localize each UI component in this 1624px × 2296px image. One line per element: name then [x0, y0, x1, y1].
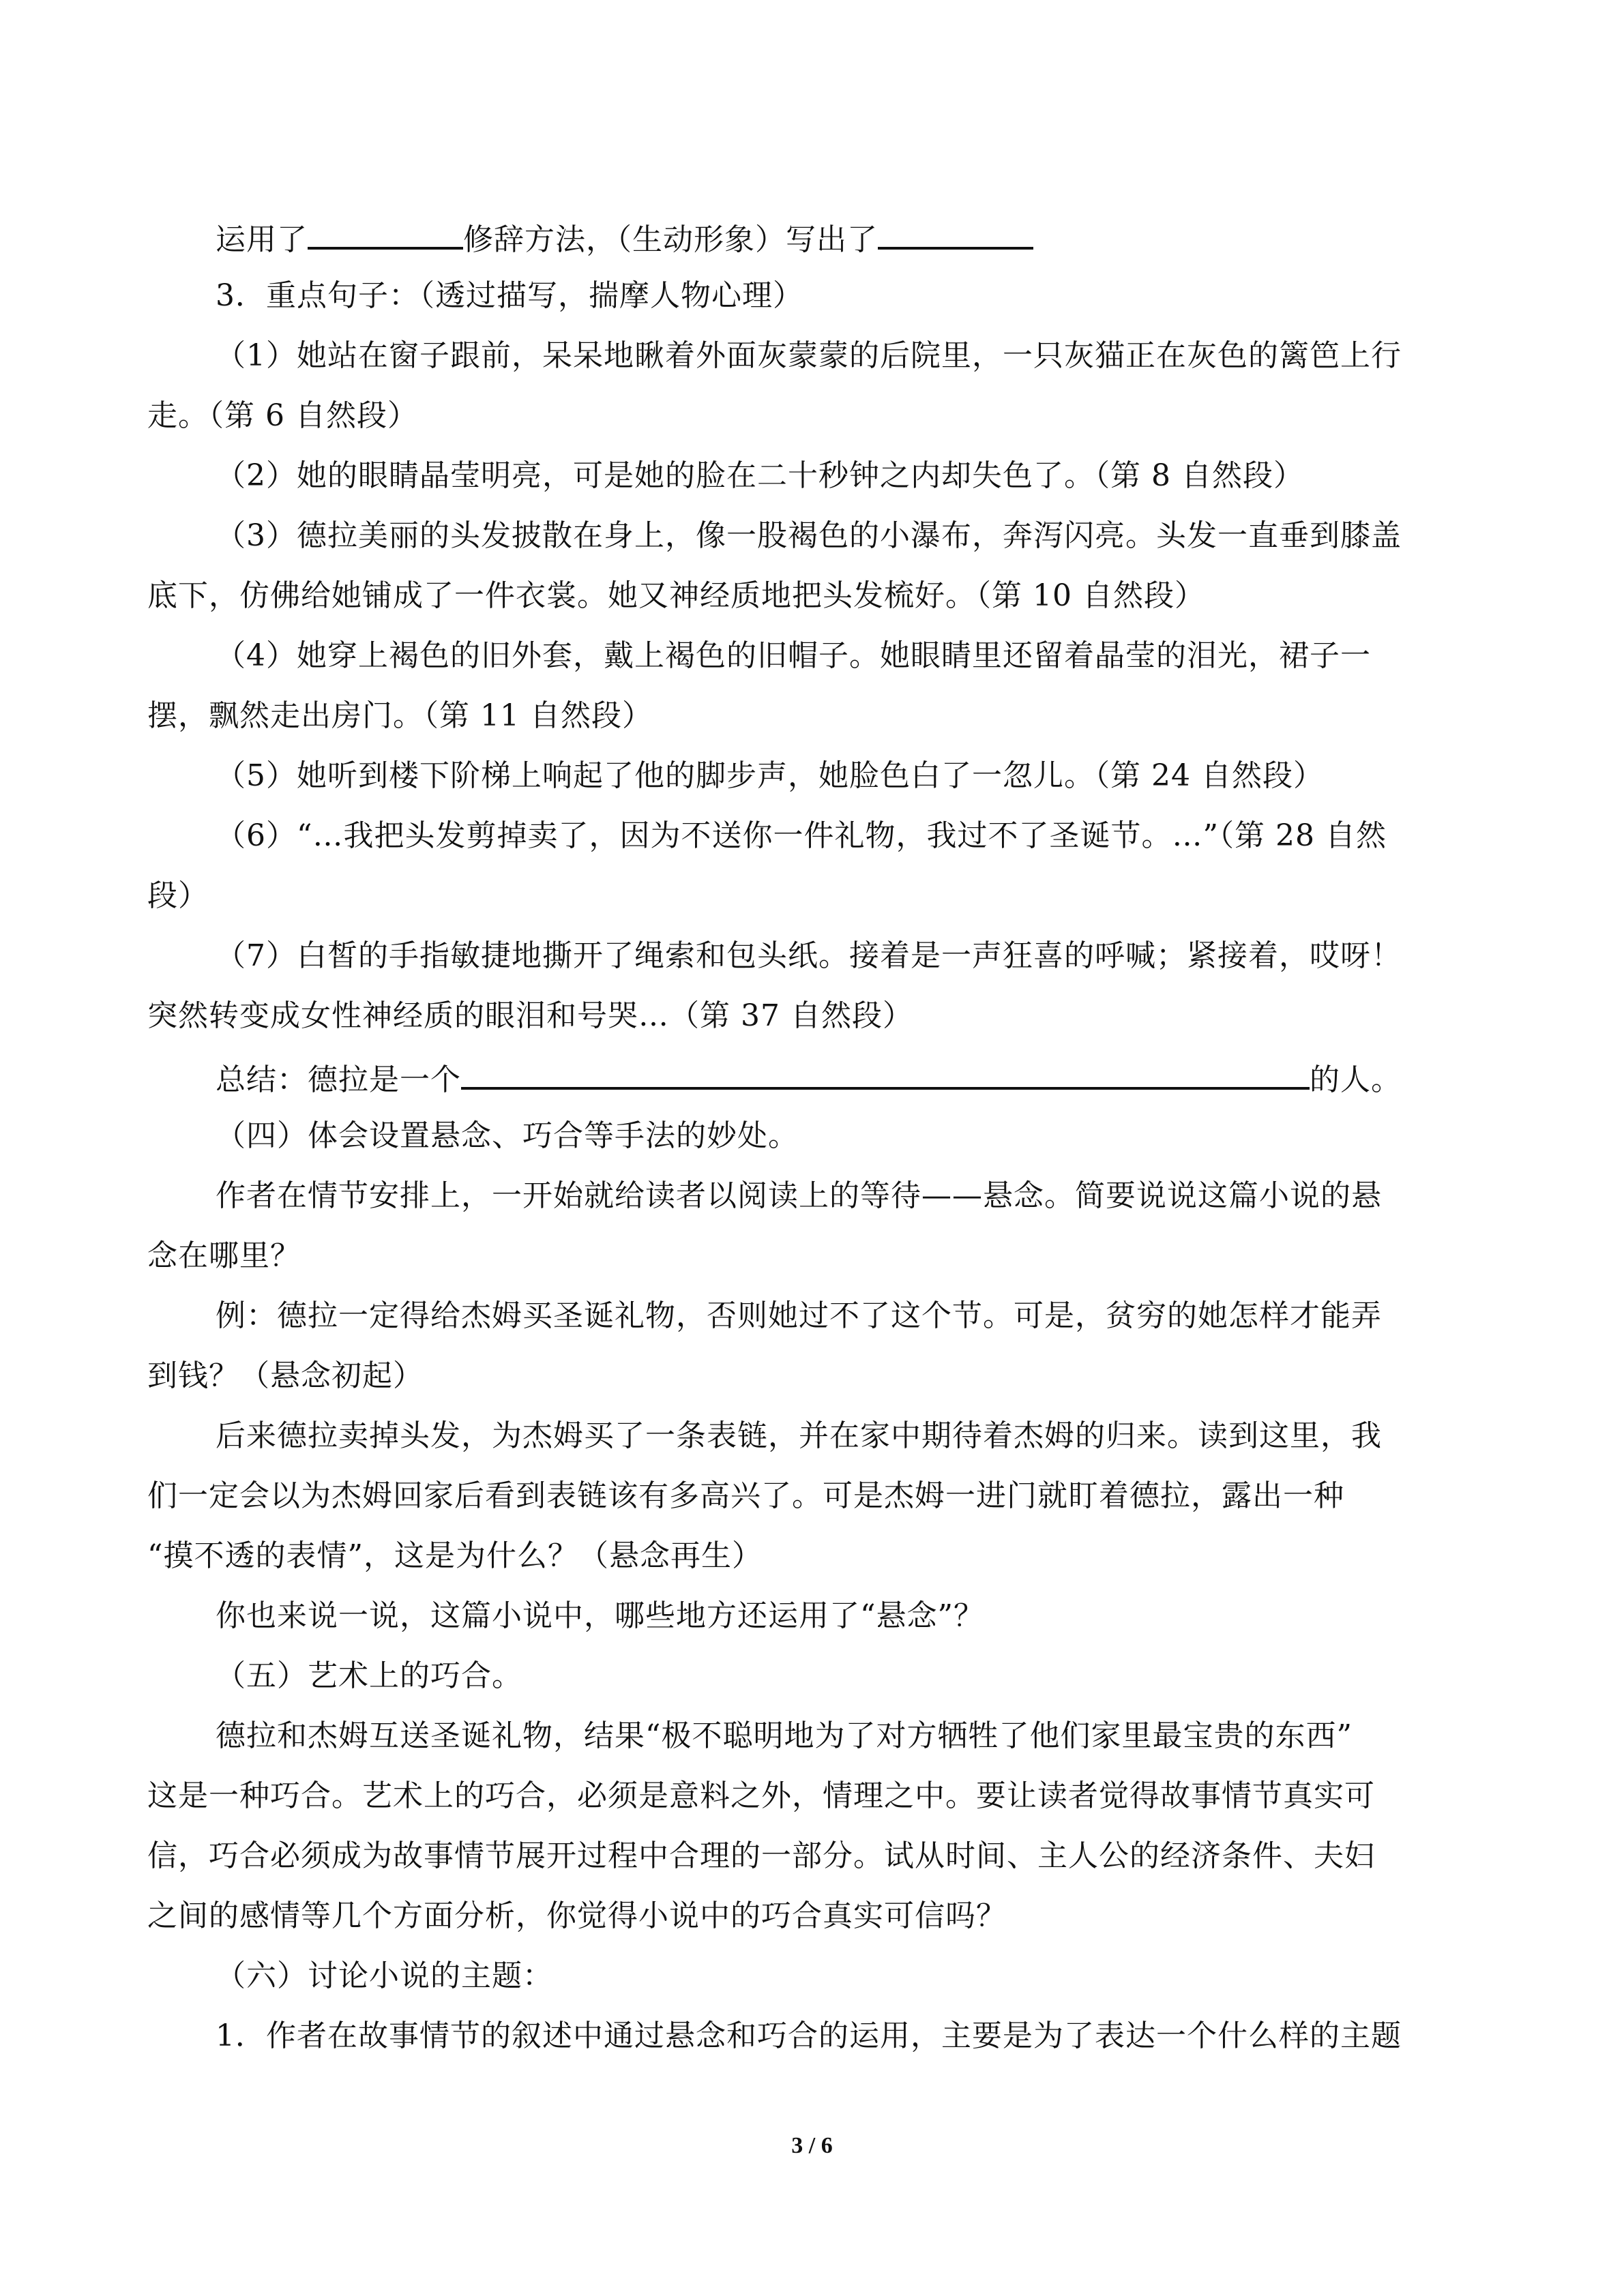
text-line: 后来德拉卖掉头发，为杰姆买了一条表链，并在家中期待着杰姆的归来。读到这里，我: [216, 1418, 1382, 1453]
text-line: 段）: [147, 878, 209, 913]
section-heading: （六）讨论小说的主题：: [216, 1958, 553, 1993]
text-line: “摸不透的表情”，这是为什么？（悬念再生）: [147, 1538, 763, 1573]
text-line: [216, 217, 1033, 259]
fill-in-blank: [461, 1057, 1310, 1090]
text-line: 这是一种巧合。艺术上的巧合，必须是意料之外，情理之中。要让读者觉得故事情节真实可: [147, 1778, 1375, 1813]
key-sentence: （4）她穿上褐色的旧外套，戴上褐色的旧帽子。她眼睛里还留着晶莹的泪光，裙子一: [216, 638, 1371, 673]
fill-in-blank: [308, 217, 463, 250]
text-segment: 运用了: [216, 222, 308, 257]
text-line: 突然转变成女性神经质的眼泪和号哭…（第 37 自然段）: [147, 998, 913, 1033]
text-line: 你也来说一说，这篇小说中，哪些地方还运用了“悬念”？: [216, 1598, 984, 1633]
text-line: 信，巧合必须成为故事情节展开过程中合理的一部分。试从时间、主人公的经济条件、夫妇: [147, 1838, 1375, 1873]
text-line: 念在哪里？: [147, 1238, 301, 1273]
text-line: 之间的感情等几个方面分析，你觉得小说中的巧合真实可信吗？: [147, 1898, 1007, 1933]
section-heading: 3．重点句子：（透过描写，揣摩人物心理）: [216, 278, 803, 313]
text-line: 作者在情节安排上，一开始就给读者以阅读上的等待——悬念。简要说说这篇小说的悬: [216, 1178, 1382, 1213]
text-line: 到钱？（悬念初起）: [147, 1358, 424, 1393]
text-segment: 总结：德拉是一个: [216, 1062, 461, 1097]
text-line: 们一定会以为杰姆回家后看到表链该有多高兴了。可是杰姆一进门就盯着德拉，露出一种: [147, 1478, 1344, 1513]
key-sentence: （6）“…我把头发剪掉卖了，因为不送你一件礼物，我过不了圣诞节。…”（第 28 自然: [216, 818, 1387, 853]
text-line: 摆，飘然走出房门。（第 11 自然段）: [147, 698, 653, 733]
text-line: 1．作者在故事情节的叙述中通过悬念和巧合的运用，主要是为了表达一个什么样的主题: [216, 2018, 1402, 2053]
key-sentence: （3）德拉美丽的头发披散在身上，像一股褐色的小瀑布，奔泻闪亮。头发一直垂到膝盖: [216, 518, 1402, 553]
text-line: 例：德拉一定得给杰姆买圣诞礼物，否则她过不了这个节。可是，贫穷的她怎样才能弄: [216, 1298, 1382, 1333]
page-number: 3 / 6: [791, 2133, 833, 2158]
summary-line: [216, 1057, 1402, 1099]
text-line: 底下，仿佛给她铺成了一件衣裳。她又神经质地把头发梳好。（第 10 自然段）: [147, 578, 1205, 613]
key-sentence: （5）她听到楼下阶梯上响起了他的脚步声，她脸色白了一忽儿。（第 24 自然段）: [216, 758, 1324, 793]
fill-in-blank: [878, 217, 1033, 250]
key-sentence: （7）白皙的手指敏捷地撕开了绳索和包头纸。接着是一声狂喜的呼喊；紧接着，哎呀！: [216, 938, 1402, 973]
text-line: 德拉和杰姆互送圣诞礼物，结果“极不聪明地为了对方牺牲了他们家里最宝贵的东西”: [216, 1718, 1353, 1753]
key-sentence: （2）她的眼睛晶莹明亮，可是她的脸在二十秒钟之内却失色了。（第 8 自然段）: [216, 458, 1304, 493]
key-sentence: （1）她站在窗子跟前，呆呆地瞅着外面灰蒙蒙的后院里，一只灰猫正在灰色的篱笆上行: [216, 338, 1402, 373]
text-segment: 的人。: [1310, 1062, 1402, 1097]
section-heading: （五）艺术上的巧合。: [216, 1658, 522, 1693]
text-segment: 修辞方法，（生动形象）写出了: [463, 222, 878, 257]
text-line: 走。（第 6 自然段）: [147, 398, 418, 433]
section-heading: （四）体会设置悬念、巧合等手法的妙处。: [216, 1118, 799, 1153]
